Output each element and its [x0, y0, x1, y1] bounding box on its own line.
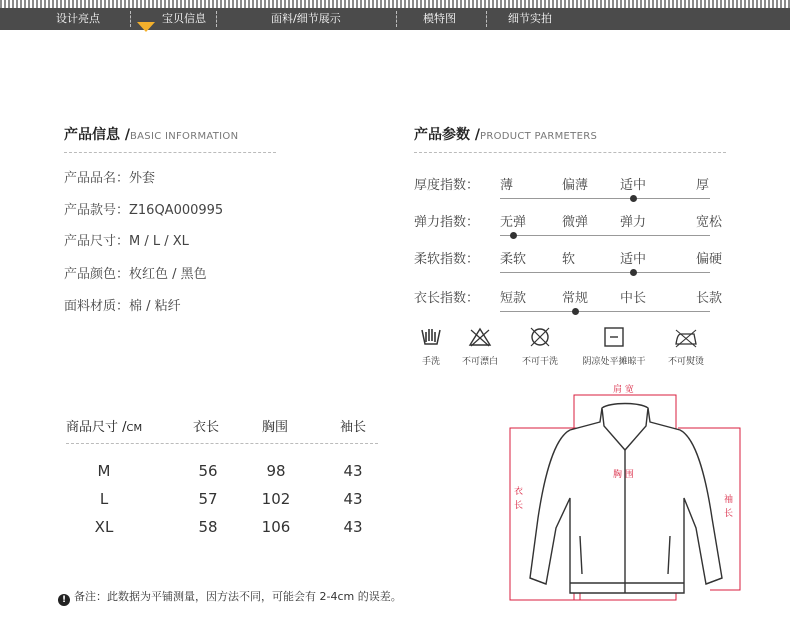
param-label: 厚度指数： [414, 178, 480, 193]
param-label: 衣长指数： [414, 291, 480, 306]
shade-dry-flat-icon [602, 326, 626, 348]
size-cell: 43 [343, 462, 363, 480]
nav-item-detail-photos[interactable]: 细节实拍 [508, 12, 552, 25]
jacket-outline [530, 404, 722, 594]
footnote [58, 588, 402, 606]
info-product-name: 产品品名：外套 [64, 171, 156, 186]
param-selected-marker [630, 269, 637, 276]
param-option: 软 [562, 252, 576, 267]
param-option: 厚 [696, 178, 710, 193]
param-row [414, 248, 724, 268]
param-option: 偏薄 [562, 178, 589, 193]
params-heading [414, 124, 597, 144]
info-product-material: 面料材质：棉 / 粘纤 [64, 299, 181, 314]
param-row [414, 211, 724, 231]
size-header-unit: CM [126, 423, 143, 434]
param-option: 中长 [620, 291, 647, 306]
size-row-label: M [97, 462, 111, 480]
param-selected-marker [572, 308, 579, 315]
jacket-measurement-diagram [500, 378, 750, 608]
nav-separator [216, 11, 217, 27]
size-cell: 57 [198, 490, 218, 508]
size-cell: 43 [343, 518, 363, 536]
param-scale-line [500, 272, 710, 273]
care-item [515, 326, 565, 367]
param-option: 宽松 [696, 215, 723, 230]
params-title: 产品参数 / [414, 127, 480, 143]
active-nav-marker-icon [137, 22, 155, 32]
size-cell: 106 [261, 518, 291, 536]
care-label: 手洗 [421, 357, 440, 367]
care-item [660, 326, 712, 367]
size-col-sleeve: 袖长 [340, 420, 367, 435]
param-option: 长款 [696, 291, 723, 306]
divider [64, 152, 276, 153]
param-label: 柔软指数： [414, 252, 480, 267]
param-scale-line [500, 235, 710, 236]
info-product-code: 产品款号：Z16QA000995 [64, 203, 224, 218]
nav-item-fabric[interactable]: 面料/细节展示 [271, 12, 341, 25]
size-col-length: 衣长 [193, 420, 220, 435]
nav-item-model[interactable]: 模特图 [423, 12, 456, 25]
top-pattern-band [0, 0, 790, 8]
nav-item-product-info[interactable]: 宝贝信息 [162, 12, 206, 25]
hand-wash-icon [419, 326, 443, 348]
param-option: 常规 [562, 291, 589, 306]
basic-info-subtitle: BASIC INFORMATION [130, 131, 239, 142]
no-bleach-icon [468, 326, 492, 348]
param-option: 适中 [620, 178, 647, 193]
care-item [413, 326, 449, 367]
length-label-1: 衣 [514, 487, 524, 497]
nav-separator [486, 11, 487, 27]
sleeve-label-2: 长 [724, 509, 734, 519]
param-option: 柔软 [500, 252, 527, 267]
param-option: 适中 [620, 252, 647, 267]
size-row-label: L [99, 490, 109, 508]
param-scale-line [500, 311, 710, 312]
shoulder-label: 肩 宽 [613, 385, 634, 395]
param-scale-line [500, 198, 710, 199]
exclamation-icon: ! [58, 594, 70, 606]
info-product-size: 产品尺寸：M / L / XL [64, 234, 189, 249]
size-table-header [66, 416, 142, 435]
size-cell: 43 [343, 490, 363, 508]
divider [66, 443, 378, 444]
size-row-label: XL [94, 518, 114, 536]
nav-separator [130, 11, 131, 27]
care-item [575, 326, 653, 367]
care-label: 不可漂白 [461, 357, 498, 367]
param-option: 微弹 [562, 215, 589, 230]
footnote-text: 备注：此数据为平铺测量，因方法不同，可能会有 2-4cm 的误差。 [74, 590, 402, 603]
basic-info-heading [64, 124, 238, 144]
param-option: 薄 [500, 178, 514, 193]
no-iron-icon [673, 326, 699, 348]
param-option: 短款 [500, 291, 527, 306]
chest-label: 胸 围 [613, 470, 634, 480]
size-cell: 98 [266, 462, 286, 480]
params-subtitle: PRODUCT PARMETERS [480, 131, 598, 142]
param-option: 弹力 [620, 215, 647, 230]
care-item [455, 326, 505, 367]
info-product-color: 产品颜色：枚红色 / 黑色 [64, 267, 207, 282]
param-option: 偏硬 [696, 252, 723, 267]
param-row [414, 287, 724, 307]
nav-separator [396, 11, 397, 27]
size-cell: 102 [261, 490, 291, 508]
size-cell: 56 [198, 462, 218, 480]
param-option: 无弹 [500, 215, 527, 230]
care-label: 不可熨烫 [667, 357, 704, 367]
section-nav [0, 8, 790, 30]
divider [414, 152, 726, 153]
no-dry-clean-icon [528, 326, 552, 348]
param-label: 弹力指数： [414, 215, 480, 230]
param-selected-marker [630, 195, 637, 202]
size-cell: 58 [198, 518, 218, 536]
nav-item-design[interactable]: 设计亮点 [56, 12, 100, 25]
length-label-2: 长 [514, 501, 524, 511]
care-label: 阴凉处平摊晾干 [582, 357, 646, 367]
care-label: 不可干洗 [521, 357, 558, 367]
size-col-chest: 胸围 [262, 420, 289, 435]
size-header-label: 商品尺寸 / [66, 420, 127, 435]
sleeve-label-1: 袖 [724, 495, 734, 505]
param-selected-marker [510, 232, 517, 239]
basic-info-title: 产品信息 / [64, 127, 130, 143]
param-row [414, 174, 724, 194]
